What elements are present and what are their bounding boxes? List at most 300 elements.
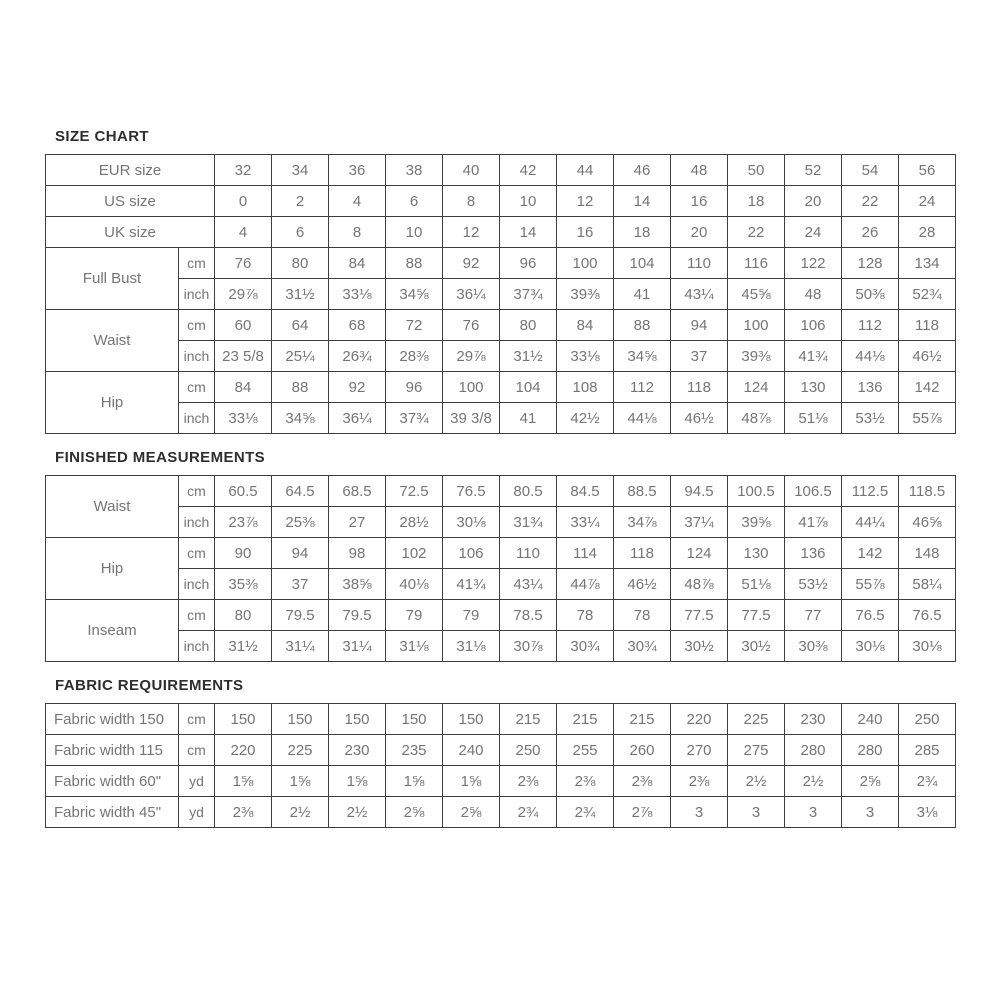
value-cell: 44⅛ [614, 403, 671, 434]
table-row [46, 766, 956, 797]
value-cell: 46½ [899, 341, 956, 372]
value-cell: 29⅞ [443, 341, 500, 372]
value-cell: 12 [557, 186, 614, 217]
fabric-requirements-table [45, 703, 956, 828]
value-cell: 112.5 [842, 476, 899, 507]
value-cell: 1⅝ [215, 766, 272, 797]
value-cell: 1⅝ [443, 766, 500, 797]
unit-cell: cm [179, 372, 215, 403]
table-row [46, 538, 956, 569]
value-cell: 33⅛ [557, 341, 614, 372]
unit-cell: inch [179, 403, 215, 434]
value-cell: 2⅜ [500, 766, 557, 797]
value-cell: 118.5 [899, 476, 956, 507]
value-cell: 40⅛ [386, 569, 443, 600]
value-cell: 112 [614, 372, 671, 403]
value-cell: 38⅝ [329, 569, 386, 600]
row-label-cell: Fabric width 115 [46, 735, 179, 766]
value-cell: 39⅜ [557, 279, 614, 310]
value-cell: 30½ [671, 631, 728, 662]
value-cell: 46½ [671, 403, 728, 434]
value-cell: 84 [215, 372, 272, 403]
value-cell: 45⅝ [728, 279, 785, 310]
value-cell: 124 [671, 538, 728, 569]
value-cell: 39⅜ [728, 341, 785, 372]
value-cell: 94 [272, 538, 329, 569]
value-cell: 53½ [785, 569, 842, 600]
row-label-cell: Hip [46, 372, 179, 434]
value-cell: 64 [272, 310, 329, 341]
value-cell: 23⅞ [215, 507, 272, 538]
value-cell: 6 [272, 217, 329, 248]
value-cell: 52 [785, 155, 842, 186]
value-cell: 104 [614, 248, 671, 279]
value-cell: 275 [728, 735, 785, 766]
value-cell: 31⅛ [443, 631, 500, 662]
value-cell: 2½ [785, 766, 842, 797]
value-cell: 28 [899, 217, 956, 248]
value-cell: 38 [386, 155, 443, 186]
value-cell: 106 [785, 310, 842, 341]
value-cell: 72 [386, 310, 443, 341]
unit-cell: yd [179, 766, 215, 797]
value-cell: 136 [785, 538, 842, 569]
table-row [46, 310, 956, 341]
unit-cell: cm [179, 248, 215, 279]
value-cell: 76.5 [899, 600, 956, 631]
value-cell: 37 [671, 341, 728, 372]
table-row [46, 704, 956, 735]
unit-cell: yd [179, 797, 215, 828]
value-cell: 1⅝ [272, 766, 329, 797]
value-cell: 48 [785, 279, 842, 310]
value-cell: 255 [557, 735, 614, 766]
row-label-cell: Waist [46, 310, 179, 372]
value-cell: 10 [386, 217, 443, 248]
unit-cell: cm [179, 735, 215, 766]
value-cell: 32 [215, 155, 272, 186]
value-cell: 42 [500, 155, 557, 186]
value-cell: 46½ [614, 569, 671, 600]
value-cell: 104 [500, 372, 557, 403]
value-cell: 79 [443, 600, 500, 631]
value-cell: 31½ [500, 341, 557, 372]
value-cell: 56 [899, 155, 956, 186]
value-cell: 44⅛ [842, 341, 899, 372]
table-row [46, 217, 956, 248]
value-cell: 48 [671, 155, 728, 186]
finished-measurements-title: FINISHED MEASUREMENTS [55, 449, 266, 466]
table-row [46, 631, 956, 662]
value-cell: 2⅝ [842, 766, 899, 797]
value-cell: 30⅞ [500, 631, 557, 662]
value-cell: 24 [785, 217, 842, 248]
table-row [46, 372, 956, 403]
unit-cell: inch [179, 341, 215, 372]
value-cell: 250 [899, 704, 956, 735]
value-cell: 34⅝ [614, 341, 671, 372]
value-cell: 100 [557, 248, 614, 279]
value-cell: 34⅝ [272, 403, 329, 434]
value-cell: 18 [728, 186, 785, 217]
value-cell: 2¾ [500, 797, 557, 828]
unit-cell: inch [179, 279, 215, 310]
value-cell: 3 [842, 797, 899, 828]
value-cell: 22 [728, 217, 785, 248]
value-cell: 44 [557, 155, 614, 186]
table-row [46, 569, 956, 600]
value-cell: 4 [215, 217, 272, 248]
value-cell: 118 [899, 310, 956, 341]
row-label-cell: Fabric width 60" [46, 766, 179, 797]
value-cell: 150 [443, 704, 500, 735]
value-cell: 0 [215, 186, 272, 217]
value-cell: 31¼ [272, 631, 329, 662]
value-cell: 30⅛ [842, 631, 899, 662]
value-cell: 230 [785, 704, 842, 735]
finished-measurements-table [45, 475, 956, 662]
value-cell: 2⅜ [215, 797, 272, 828]
table-row [46, 600, 956, 631]
table-row [46, 476, 956, 507]
value-cell: 12 [443, 217, 500, 248]
value-cell: 34⅝ [386, 279, 443, 310]
value-cell: 33⅛ [215, 403, 272, 434]
value-cell: 220 [671, 704, 728, 735]
value-cell: 79 [386, 600, 443, 631]
value-cell: 50⅜ [842, 279, 899, 310]
value-cell: 76 [215, 248, 272, 279]
value-cell: 58¼ [899, 569, 956, 600]
value-cell: 4 [329, 186, 386, 217]
value-cell: 43¼ [500, 569, 557, 600]
value-cell: 78 [557, 600, 614, 631]
value-cell: 110 [671, 248, 728, 279]
value-cell: 26¾ [329, 341, 386, 372]
value-cell: 215 [557, 704, 614, 735]
value-cell: 116 [728, 248, 785, 279]
value-cell: 285 [899, 735, 956, 766]
unit-cell: inch [179, 569, 215, 600]
value-cell: 77.5 [671, 600, 728, 631]
value-cell: 240 [842, 704, 899, 735]
value-cell: 34⅞ [614, 507, 671, 538]
row-label-cell: Fabric width 45" [46, 797, 179, 828]
value-cell: 22 [842, 186, 899, 217]
row-label-cell: EUR size [46, 155, 215, 186]
value-cell: 88.5 [614, 476, 671, 507]
value-cell: 60 [215, 310, 272, 341]
value-cell: 2½ [329, 797, 386, 828]
value-cell: 94.5 [671, 476, 728, 507]
value-cell: 2½ [272, 797, 329, 828]
value-cell: 94 [671, 310, 728, 341]
value-cell: 148 [899, 538, 956, 569]
fabric-requirements-title: FABRIC REQUIREMENTS [55, 677, 244, 694]
unit-cell: cm [179, 600, 215, 631]
value-cell: 79.5 [272, 600, 329, 631]
value-cell: 92 [329, 372, 386, 403]
value-cell: 36¼ [443, 279, 500, 310]
table-row [46, 735, 956, 766]
value-cell: 84 [329, 248, 386, 279]
value-cell: 225 [272, 735, 329, 766]
value-cell: 40 [443, 155, 500, 186]
value-cell: 41⅞ [785, 507, 842, 538]
size-chart-title: SIZE CHART [55, 128, 149, 145]
value-cell: 150 [272, 704, 329, 735]
value-cell: 14 [500, 217, 557, 248]
unit-cell: inch [179, 631, 215, 662]
value-cell: 37¾ [386, 403, 443, 434]
row-label-cell: Hip [46, 538, 179, 600]
table-row [46, 797, 956, 828]
value-cell: 76.5 [443, 476, 500, 507]
value-cell: 102 [386, 538, 443, 569]
value-cell: 31⅛ [386, 631, 443, 662]
value-cell: 230 [329, 735, 386, 766]
value-cell: 77.5 [728, 600, 785, 631]
value-cell: 270 [671, 735, 728, 766]
unit-cell: cm [179, 538, 215, 569]
value-cell: 79.5 [329, 600, 386, 631]
value-cell: 30½ [728, 631, 785, 662]
table-row [46, 186, 956, 217]
value-cell: 1⅝ [386, 766, 443, 797]
value-cell: 25¼ [272, 341, 329, 372]
value-cell: 42½ [557, 403, 614, 434]
value-cell: 98 [329, 538, 386, 569]
unit-cell: cm [179, 310, 215, 341]
row-label-cell: Fabric width 150 [46, 704, 179, 735]
value-cell: 37¼ [671, 507, 728, 538]
value-cell: 114 [557, 538, 614, 569]
value-cell: 142 [842, 538, 899, 569]
value-cell: 72.5 [386, 476, 443, 507]
value-cell: 118 [671, 372, 728, 403]
value-cell: 76 [443, 310, 500, 341]
value-cell: 150 [386, 704, 443, 735]
value-cell: 3 [728, 797, 785, 828]
value-cell: 51⅛ [728, 569, 785, 600]
value-cell: 31½ [215, 631, 272, 662]
value-cell: 50 [728, 155, 785, 186]
value-cell: 88 [614, 310, 671, 341]
value-cell: 30⅛ [443, 507, 500, 538]
value-cell: 2 [272, 186, 329, 217]
table-row [46, 155, 956, 186]
value-cell: 80 [272, 248, 329, 279]
value-cell: 142 [899, 372, 956, 403]
value-cell: 240 [443, 735, 500, 766]
value-cell: 20 [671, 217, 728, 248]
value-cell: 16 [557, 217, 614, 248]
value-cell: 136 [842, 372, 899, 403]
value-cell: 92 [443, 248, 500, 279]
value-cell: 33¼ [557, 507, 614, 538]
value-cell: 26 [842, 217, 899, 248]
value-cell: 8 [443, 186, 500, 217]
value-cell: 8 [329, 217, 386, 248]
value-cell: 88 [386, 248, 443, 279]
value-cell: 3⅛ [899, 797, 956, 828]
value-cell: 110 [500, 538, 557, 569]
value-cell: 250 [500, 735, 557, 766]
value-cell: 52¾ [899, 279, 956, 310]
value-cell: 235 [386, 735, 443, 766]
row-label-cell: Full Bust [46, 248, 179, 310]
value-cell: 51⅛ [785, 403, 842, 434]
value-cell: 118 [614, 538, 671, 569]
value-cell: 108 [557, 372, 614, 403]
value-cell: 150 [215, 704, 272, 735]
value-cell: 54 [842, 155, 899, 186]
value-cell: 2⅝ [443, 797, 500, 828]
value-cell: 2¾ [899, 766, 956, 797]
value-cell: 122 [785, 248, 842, 279]
value-cell: 134 [899, 248, 956, 279]
value-cell: 44¼ [842, 507, 899, 538]
value-cell: 2⅜ [557, 766, 614, 797]
value-cell: 68.5 [329, 476, 386, 507]
value-cell: 106.5 [785, 476, 842, 507]
value-cell: 44⅞ [557, 569, 614, 600]
value-cell: 36¼ [329, 403, 386, 434]
value-cell: 215 [614, 704, 671, 735]
value-cell: 41¾ [443, 569, 500, 600]
value-cell: 30¾ [557, 631, 614, 662]
value-cell: 30⅛ [899, 631, 956, 662]
value-cell: 41 [614, 279, 671, 310]
value-cell: 35⅜ [215, 569, 272, 600]
value-cell: 80.5 [500, 476, 557, 507]
table-row [46, 341, 956, 372]
value-cell: 3 [785, 797, 842, 828]
unit-cell: cm [179, 704, 215, 735]
value-cell: 80 [500, 310, 557, 341]
value-cell: 16 [671, 186, 728, 217]
value-cell: 76.5 [842, 600, 899, 631]
value-cell: 220 [215, 735, 272, 766]
value-cell: 28½ [386, 507, 443, 538]
value-cell: 20 [785, 186, 842, 217]
row-label-cell: Waist [46, 476, 179, 538]
row-label-cell: US size [46, 186, 215, 217]
value-cell: 33⅛ [329, 279, 386, 310]
value-cell: 53½ [842, 403, 899, 434]
value-cell: 23 5/8 [215, 341, 272, 372]
value-cell: 64.5 [272, 476, 329, 507]
value-cell: 2⅜ [671, 766, 728, 797]
value-cell: 29⅞ [215, 279, 272, 310]
value-cell: 60.5 [215, 476, 272, 507]
value-cell: 128 [842, 248, 899, 279]
value-cell: 2¾ [557, 797, 614, 828]
table-row [46, 403, 956, 434]
value-cell: 1⅝ [329, 766, 386, 797]
row-label-cell: UK size [46, 217, 215, 248]
value-cell: 215 [500, 704, 557, 735]
unit-cell: cm [179, 476, 215, 507]
value-cell: 3 [671, 797, 728, 828]
table-row [46, 279, 956, 310]
value-cell: 30⅜ [785, 631, 842, 662]
value-cell: 80 [215, 600, 272, 631]
value-cell: 150 [329, 704, 386, 735]
value-cell: 130 [785, 372, 842, 403]
value-cell: 27 [329, 507, 386, 538]
value-cell: 100 [728, 310, 785, 341]
value-cell: 106 [443, 538, 500, 569]
value-cell: 14 [614, 186, 671, 217]
value-cell: 260 [614, 735, 671, 766]
value-cell: 6 [386, 186, 443, 217]
value-cell: 41 [500, 403, 557, 434]
value-cell: 43¼ [671, 279, 728, 310]
size-chart-table [45, 154, 956, 434]
value-cell: 39 3/8 [443, 403, 500, 434]
value-cell: 34 [272, 155, 329, 186]
table-row [46, 248, 956, 279]
value-cell: 25⅜ [272, 507, 329, 538]
value-cell: 31½ [272, 279, 329, 310]
value-cell: 37¾ [500, 279, 557, 310]
value-cell: 280 [785, 735, 842, 766]
value-cell: 88 [272, 372, 329, 403]
value-cell: 77 [785, 600, 842, 631]
value-cell: 55⅞ [899, 403, 956, 434]
value-cell: 96 [386, 372, 443, 403]
value-cell: 124 [728, 372, 785, 403]
value-cell: 2⅝ [386, 797, 443, 828]
value-cell: 84.5 [557, 476, 614, 507]
value-cell: 48⅞ [728, 403, 785, 434]
value-cell: 100.5 [728, 476, 785, 507]
value-cell: 100 [443, 372, 500, 403]
value-cell: 78 [614, 600, 671, 631]
value-cell: 31¾ [500, 507, 557, 538]
value-cell: 2⅞ [614, 797, 671, 828]
value-cell: 48⅞ [671, 569, 728, 600]
value-cell: 36 [329, 155, 386, 186]
value-cell: 41¾ [785, 341, 842, 372]
unit-cell: inch [179, 507, 215, 538]
table-row [46, 507, 956, 538]
value-cell: 18 [614, 217, 671, 248]
value-cell: 46 [614, 155, 671, 186]
value-cell: 10 [500, 186, 557, 217]
value-cell: 225 [728, 704, 785, 735]
row-label-cell: Inseam [46, 600, 179, 662]
value-cell: 130 [728, 538, 785, 569]
value-cell: 90 [215, 538, 272, 569]
value-cell: 31¼ [329, 631, 386, 662]
value-cell: 96 [500, 248, 557, 279]
value-cell: 30¾ [614, 631, 671, 662]
value-cell: 68 [329, 310, 386, 341]
value-cell: 39⅝ [728, 507, 785, 538]
value-cell: 112 [842, 310, 899, 341]
value-cell: 28⅜ [386, 341, 443, 372]
value-cell: 55⅞ [842, 569, 899, 600]
value-cell: 24 [899, 186, 956, 217]
value-cell: 84 [557, 310, 614, 341]
value-cell: 78.5 [500, 600, 557, 631]
value-cell: 37 [272, 569, 329, 600]
value-cell: 280 [842, 735, 899, 766]
value-cell: 2½ [728, 766, 785, 797]
value-cell: 2⅜ [614, 766, 671, 797]
